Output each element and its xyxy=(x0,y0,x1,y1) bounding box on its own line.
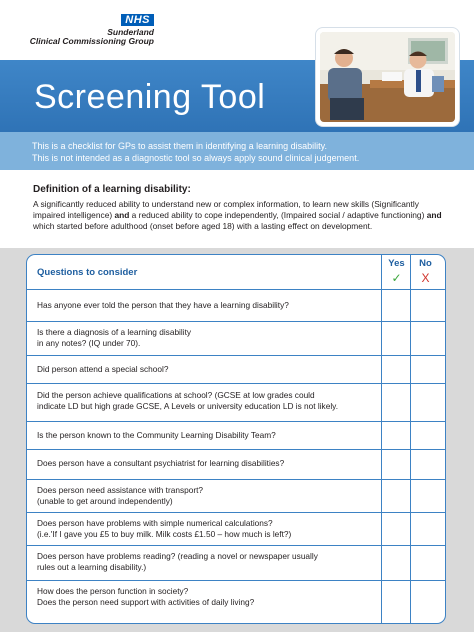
question-text: Has anyone ever told the person that they have a learning disability? xyxy=(37,300,289,310)
org-name-line2: Clinical Commissioning Group xyxy=(29,36,154,46)
question-row xyxy=(27,545,445,581)
nhs-logo xyxy=(30,10,154,46)
question-row xyxy=(27,383,445,422)
definition-and1: and xyxy=(114,210,130,221)
question-text: Does person need assistance with transport? (unable to get around independently) xyxy=(37,485,204,506)
question-text: How does the person function in society? Does the person need support with activities of daily living? xyxy=(37,586,255,607)
questions-header: Questions to consider xyxy=(37,267,138,278)
photo-frame xyxy=(316,28,459,126)
consultation-photo xyxy=(320,32,455,122)
question-text: Did the person achieve qualifications at school? (GCSE at low grades could indicate LD but high grade GCSE, A Levels or university education LD is not likely. xyxy=(37,390,339,411)
definition-heading: Definition of a learning disability: xyxy=(33,184,191,195)
definition-part2: a reduced ability to cope independently, (Impaired social / adaptive functioning) xyxy=(129,210,427,221)
question-row xyxy=(27,449,445,480)
definition-text xyxy=(33,199,453,233)
question-row xyxy=(27,355,445,384)
definition-part3: which started before adulthood (onset before aged 18) with a lasting effect on development. xyxy=(33,221,373,232)
page-title: Screening Tool xyxy=(34,78,266,116)
question-row xyxy=(27,580,445,624)
question-text: Does person have a consultant psychiatrist for learning disabilities? xyxy=(37,458,285,468)
intro-line2: This is not intended as a diagnostic tool so always apply sound clinical judgement. xyxy=(32,153,360,163)
question-row xyxy=(27,479,445,513)
intro-line1: This is a checklist for GPs to assist them in identifying a learning disability. xyxy=(32,141,327,151)
definition-and2: and xyxy=(426,210,442,221)
question-row xyxy=(27,289,445,322)
no-column-header: No xyxy=(419,258,432,269)
tick-icon: ✓ xyxy=(391,271,402,285)
nhs-badge: NHS xyxy=(121,14,154,26)
question-text: Does person have problems with simple numerical calculations? (i.e.'If I gave you £5 to buy milk. Milk costs £1.50 – how much is left?) xyxy=(37,518,292,539)
question-row xyxy=(27,321,445,356)
question-row xyxy=(27,421,445,450)
yes-column-header: Yes xyxy=(388,258,405,269)
definition-part1: A significantly reduced ability to understand new or complex information, to learn new skills (Significantly impaired intelligence) xyxy=(33,199,419,221)
questions-table xyxy=(26,254,446,624)
cross-icon: X xyxy=(421,271,430,285)
question-text: Is there a diagnosis of a learning disability in any notes? (IQ under 70). xyxy=(37,327,192,348)
question-row xyxy=(27,512,445,546)
intro-strip xyxy=(0,132,474,170)
question-text: Is the person known to the Community Learning Disability Team? xyxy=(37,430,276,440)
consultation-photo-illustration xyxy=(320,32,455,122)
question-text: Did person attend a special school? xyxy=(37,364,169,374)
org-name-line1: Sunderland xyxy=(107,27,154,37)
question-text: Does person have problems reading? (reading a novel or newspaper usually rules out a learning disability.) xyxy=(37,551,318,572)
